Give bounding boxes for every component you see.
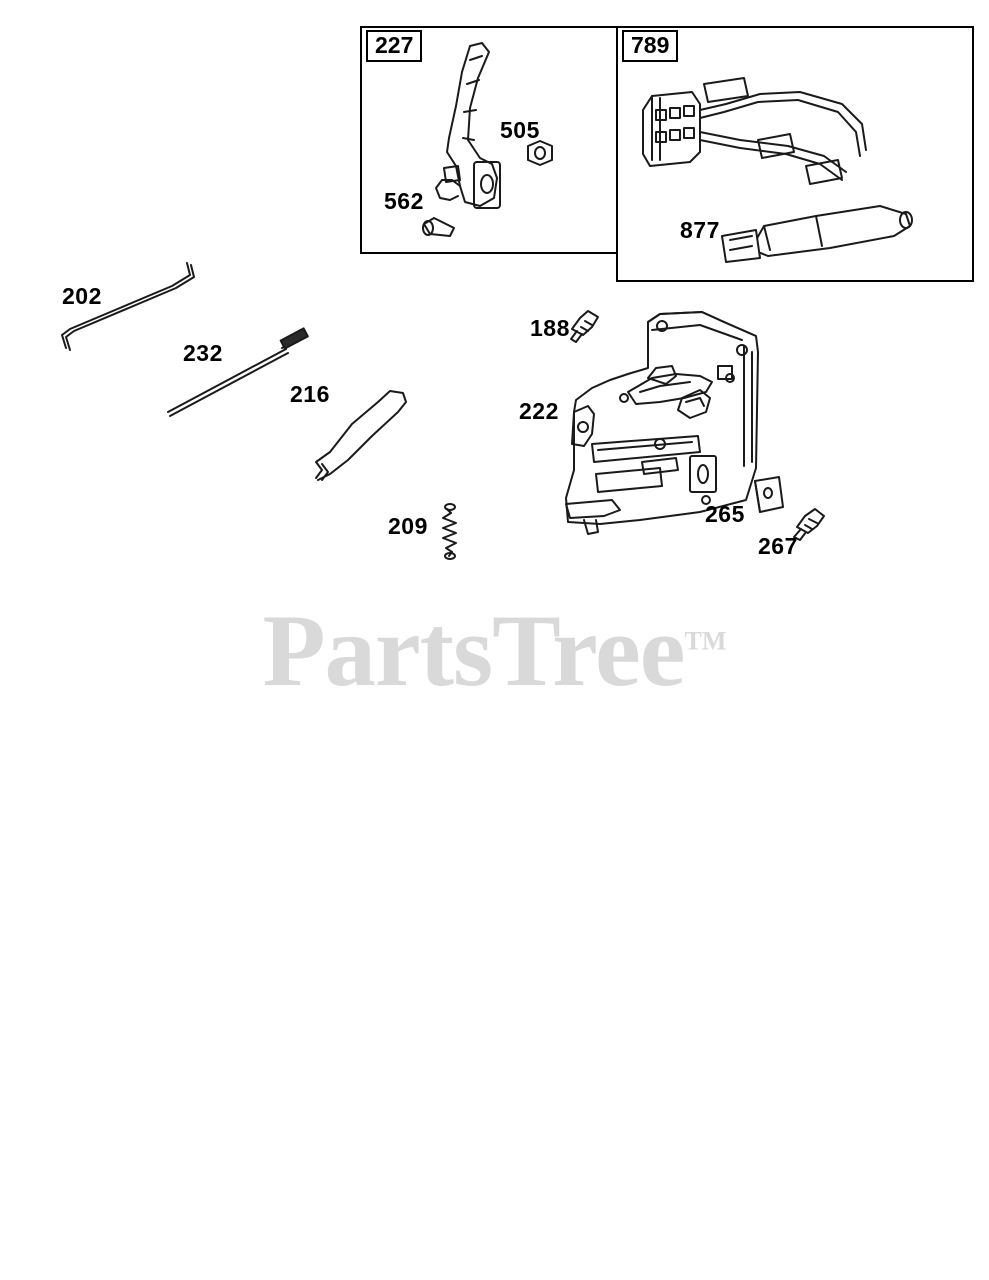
callout-267: 267 [758,533,798,559]
callout-222: 222 [519,398,559,424]
callout-216: 216 [290,381,330,407]
callout-188: 188 [530,315,570,341]
part-265-clip [755,477,783,512]
callout-562: 562 [384,188,424,214]
part-188-screw [571,311,598,342]
watermark-text: PartsTree [262,594,685,708]
callout-877: 877 [680,217,720,243]
callout-202: 202 [62,283,102,309]
callout-789: 789 [622,30,678,62]
callout-227: 227 [366,30,422,62]
watermark [0,592,989,710]
callout-232: 232 [183,340,223,366]
inset-box-789 [616,26,974,282]
part-267-screw [794,509,824,540]
watermark-tm: TM [684,626,727,656]
callout-505: 505 [500,117,540,143]
part-209-spring [443,504,456,559]
callout-265: 265 [705,501,745,527]
callout-209: 209 [388,513,428,539]
